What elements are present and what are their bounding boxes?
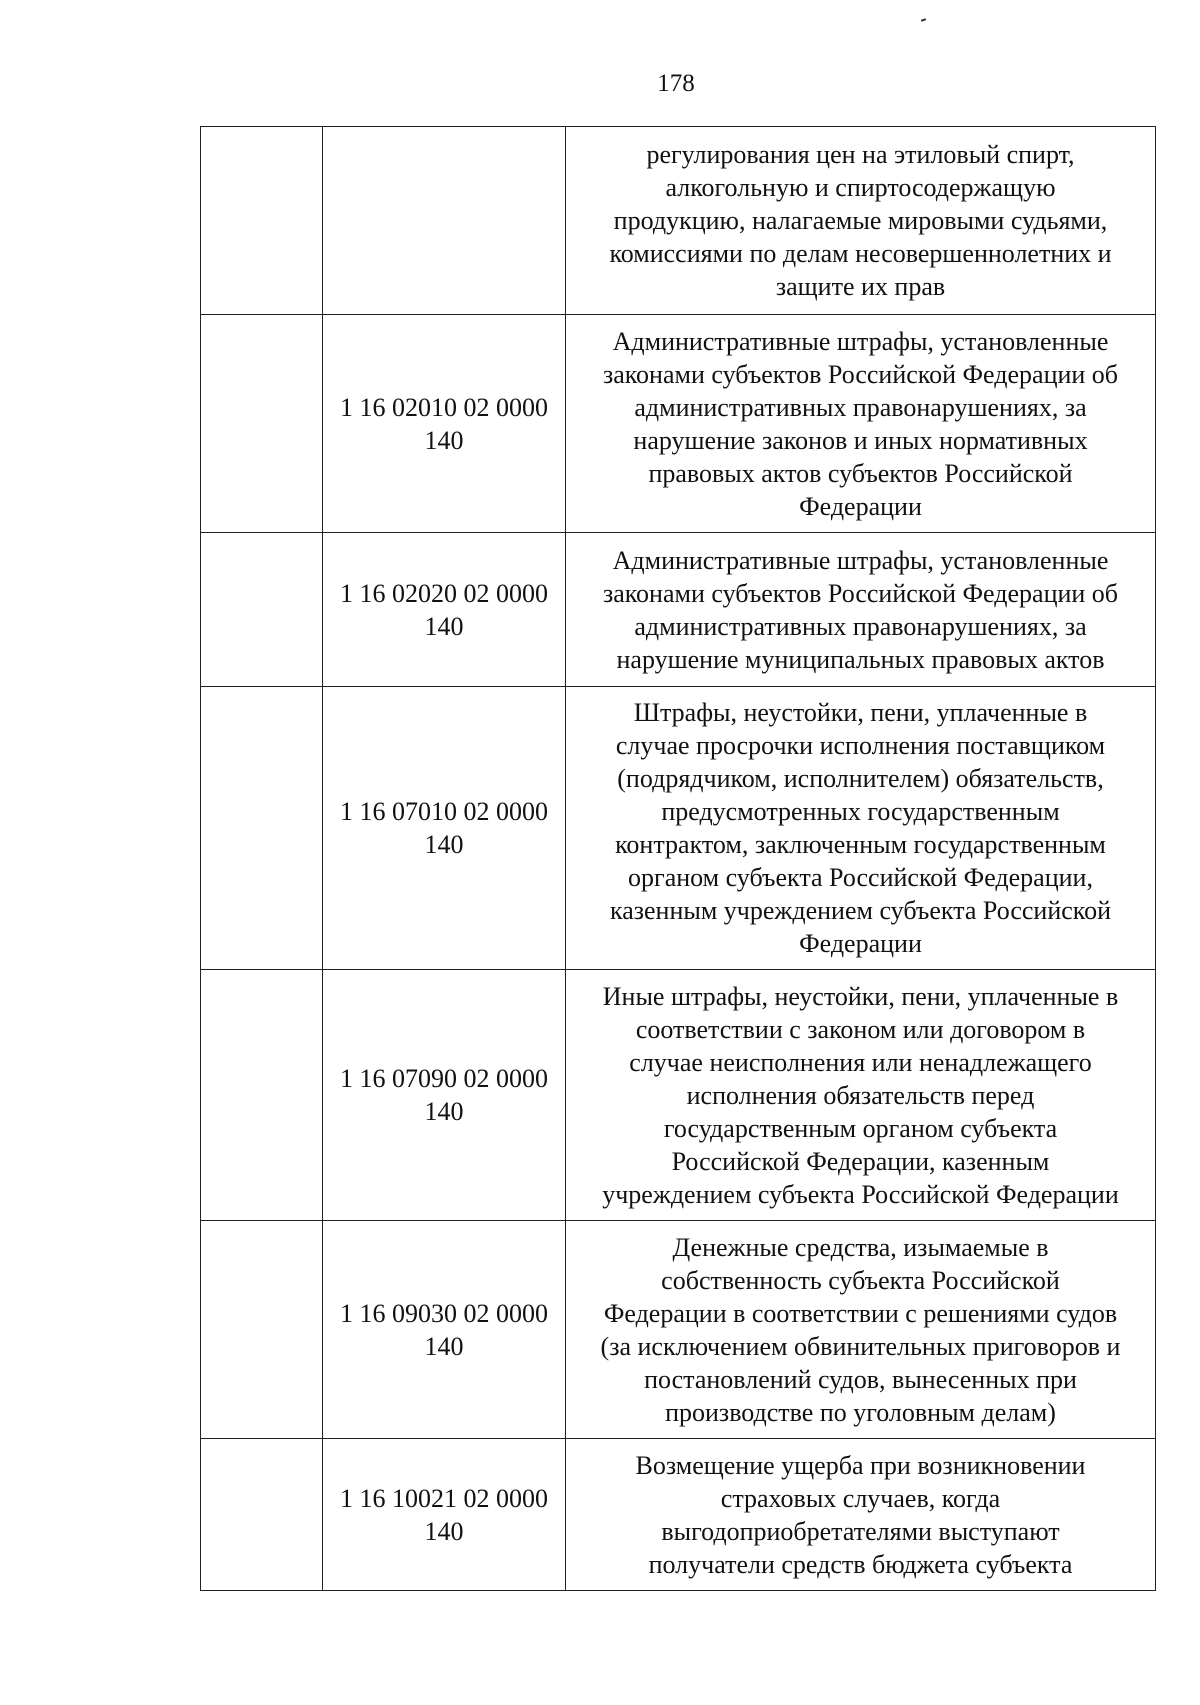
- description-line: государственным органом субъекта: [663, 1113, 1058, 1143]
- description-cell: [566, 1221, 1156, 1439]
- description-line: страховых случаев, когда: [720, 1483, 1001, 1513]
- empty-cell: [201, 1439, 323, 1591]
- description-line: (за исключением обвинительных приговоров и: [600, 1331, 1121, 1361]
- code-text: 1 16 10021 02 0000: [340, 1483, 548, 1513]
- description-line: получатели средств бюджета субъекта: [648, 1549, 1073, 1579]
- table-row: [201, 533, 1156, 687]
- description-line: выгодоприобретателями выступают: [661, 1516, 1060, 1546]
- code-text: 1 16 07010 02 0000: [340, 797, 548, 826]
- description-line: исполнения обязательств перед: [686, 1080, 1035, 1110]
- scan-mark: [921, 18, 926, 22]
- table-row: [201, 687, 1156, 970]
- description-line: Российской Федерации, казенным: [671, 1146, 1050, 1176]
- description-line: продукцию, налагаемые мировыми судьями,: [613, 206, 1108, 235]
- table-row: [201, 127, 1156, 315]
- description-line: Денежные средства, изымаемые в: [672, 1232, 1049, 1262]
- code-text: 1 16 07090 02 0000: [340, 1064, 548, 1093]
- table-row: [201, 315, 1156, 533]
- description-line: учреждением субъекта Российской Федерации: [602, 1179, 1119, 1209]
- empty-cell: [201, 687, 323, 970]
- description-line: законами субъектов Российской Федерации об: [602, 359, 1119, 389]
- code-text: 1 16 02020 02 0000: [340, 578, 548, 608]
- description-line: казенным учреждением субъекта Российской: [609, 896, 1112, 925]
- empty-cell: [201, 1221, 323, 1439]
- code-cell: [323, 970, 566, 1221]
- description-line: защите их прав: [775, 272, 946, 301]
- code-cell: [323, 1439, 566, 1591]
- description-line: Федерации в соответствии с решениями судов: [603, 1298, 1118, 1328]
- description-line: административных правонарушениях, за: [634, 392, 1087, 422]
- empty-cell: [201, 970, 323, 1221]
- description-line: нарушение законов и иных нормативных: [633, 425, 1088, 455]
- code-cell: [323, 687, 566, 970]
- description-line: Федерации: [799, 491, 922, 521]
- empty-cell: [201, 533, 323, 687]
- code-text: 1 16 09030 02 0000: [340, 1298, 548, 1328]
- description-line: Иные штрафы, неустойки, пени, уплаченные в: [602, 981, 1119, 1011]
- description-line: (подрядчиком, исполнителем) обязательств,: [617, 764, 1104, 793]
- description-line: случае неисполнения или ненадлежащего: [629, 1047, 1092, 1077]
- description-line: комиссиями по делам несовершеннолетних и: [609, 239, 1112, 268]
- empty-cell: [201, 315, 323, 533]
- description-line: алкогольную и спиртосодержащую: [665, 173, 1056, 202]
- description-line: предусмотренных государственным: [661, 797, 1060, 826]
- revenue-codes-table: [200, 126, 1156, 1591]
- description-line: случае просрочки исполнения поставщиком: [615, 731, 1106, 760]
- description-line: Административные штрафы, установленные: [612, 326, 1109, 356]
- description-line: Федерации: [799, 929, 922, 958]
- code-suffix: 140: [424, 611, 464, 641]
- description-line: нарушение муниципальных правовых актов: [616, 644, 1105, 674]
- description-cell: [566, 533, 1156, 687]
- description-line: собственность субъекта Российской: [661, 1265, 1060, 1295]
- code-cell: [323, 1221, 566, 1439]
- description-line: регулирования цен на этиловый спирт,: [646, 140, 1075, 169]
- empty-cell: [201, 127, 323, 315]
- description-line: Административные штрафы, установленные: [612, 545, 1109, 575]
- table-row: [201, 1221, 1156, 1439]
- description-line: контрактом, заключенным государственным: [615, 830, 1106, 859]
- description-line: соответствии с законом или договором в: [635, 1014, 1086, 1044]
- code-cell: [323, 533, 566, 687]
- code-cell: [323, 315, 566, 533]
- code-suffix: 140: [424, 1331, 464, 1361]
- description-cell: [566, 970, 1156, 1221]
- table-row: [201, 970, 1156, 1221]
- description-cell: [566, 127, 1156, 315]
- description-line: правовых актов субъектов Российской: [648, 458, 1073, 488]
- description-cell: [566, 687, 1156, 970]
- description-line: Возмещение ущерба при возникновении: [635, 1450, 1086, 1480]
- description-line: Штрафы, неустойки, пени, уплаченные в: [633, 698, 1088, 727]
- code-suffix: 140: [424, 425, 464, 455]
- description-line: постановлений судов, вынесенных при: [644, 1364, 1077, 1394]
- description-line: органом субъекта Российской Федерации,: [628, 863, 1093, 892]
- table-row: [201, 1439, 1156, 1591]
- code-suffix: 140: [424, 1097, 464, 1126]
- code-text: 1 16 02010 02 0000: [340, 392, 548, 422]
- description-cell: [566, 315, 1156, 533]
- description-line: законами субъектов Российской Федерации об: [602, 578, 1119, 608]
- description-cell: [566, 1439, 1156, 1591]
- code-suffix: 140: [424, 1516, 464, 1546]
- description-line: производстве по уголовным делам): [665, 1397, 1056, 1427]
- page-number: 178: [657, 70, 695, 97]
- code-cell: [323, 127, 566, 315]
- description-line: административных правонарушениях, за: [634, 611, 1087, 641]
- code-suffix: 140: [424, 830, 464, 859]
